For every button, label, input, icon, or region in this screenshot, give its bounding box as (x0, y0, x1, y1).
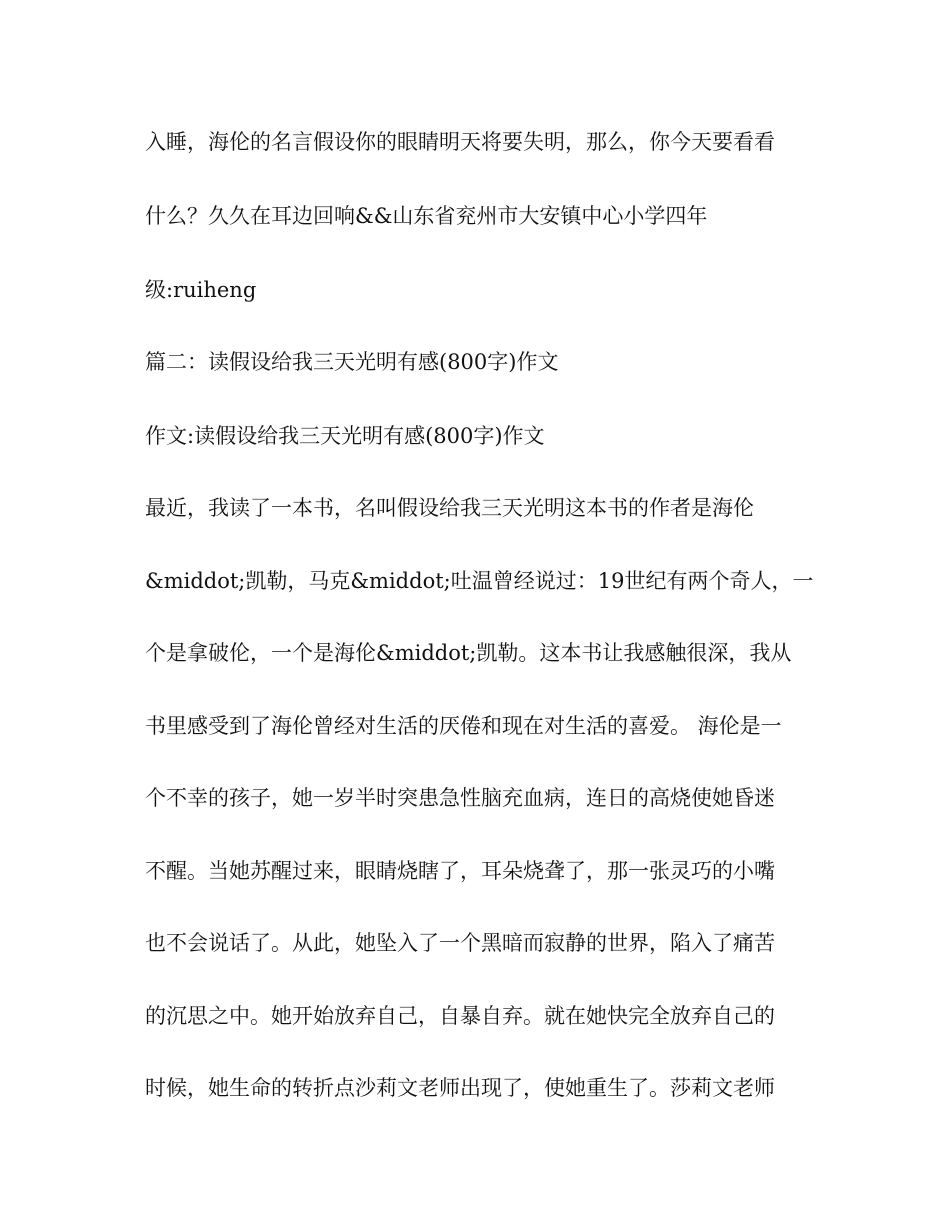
text-line: 什么？久久在耳边回响&&山东省兖州市大安镇中心小学四年 (145, 204, 708, 228)
text-line: 级:ruiheng (145, 278, 257, 302)
text-line: 书里感受到了海伦曾经对生活的厌倦和现在对生活的喜爱。 海伦是一 (145, 714, 782, 738)
text-line: &middot;凯勒，马克&middot;吐温曾经说过：19世纪有两个奇人，一 (145, 569, 814, 593)
text-line: 时候，她生命的转折点沙莉文老师出现了，使她重生了。莎莉文老师 (145, 1076, 775, 1100)
section-heading: 篇二：读假设给我三天光明有感(800字)作文 (145, 350, 559, 374)
text-line: 最近，我读了一本书，名叫假设给我三天光明这本书的作者是海伦 (145, 496, 754, 520)
text-line: 个不幸的孩子，她一岁半时突患急性脑充血病，连日的高烧使她昏迷 (145, 786, 775, 810)
text-line: 作文:读假设给我三天光明有感(800字)作文 (145, 424, 545, 448)
text-line: 也不会说话了。从此，她坠入了一个黑暗而寂静的世界，陷入了痛苦 (145, 931, 775, 955)
text-line: 不醒。当她苏醒过来，眼睛烧瞎了，耳朵烧聋了，那一张灵巧的小嘴 (145, 859, 775, 883)
text-line: 个是拿破伦，一个是海伦&middot;凯勒。这本书让我感触很深，我从 (145, 641, 792, 665)
text-line: 的沉思之中。她开始放弃自己，自暴自弃。就在她快完全放弃自己的 (145, 1004, 775, 1028)
text-line: 入睡，海伦的名言假设你的眼睛明天将要失明，那么，你今天要看看 (145, 130, 775, 154)
